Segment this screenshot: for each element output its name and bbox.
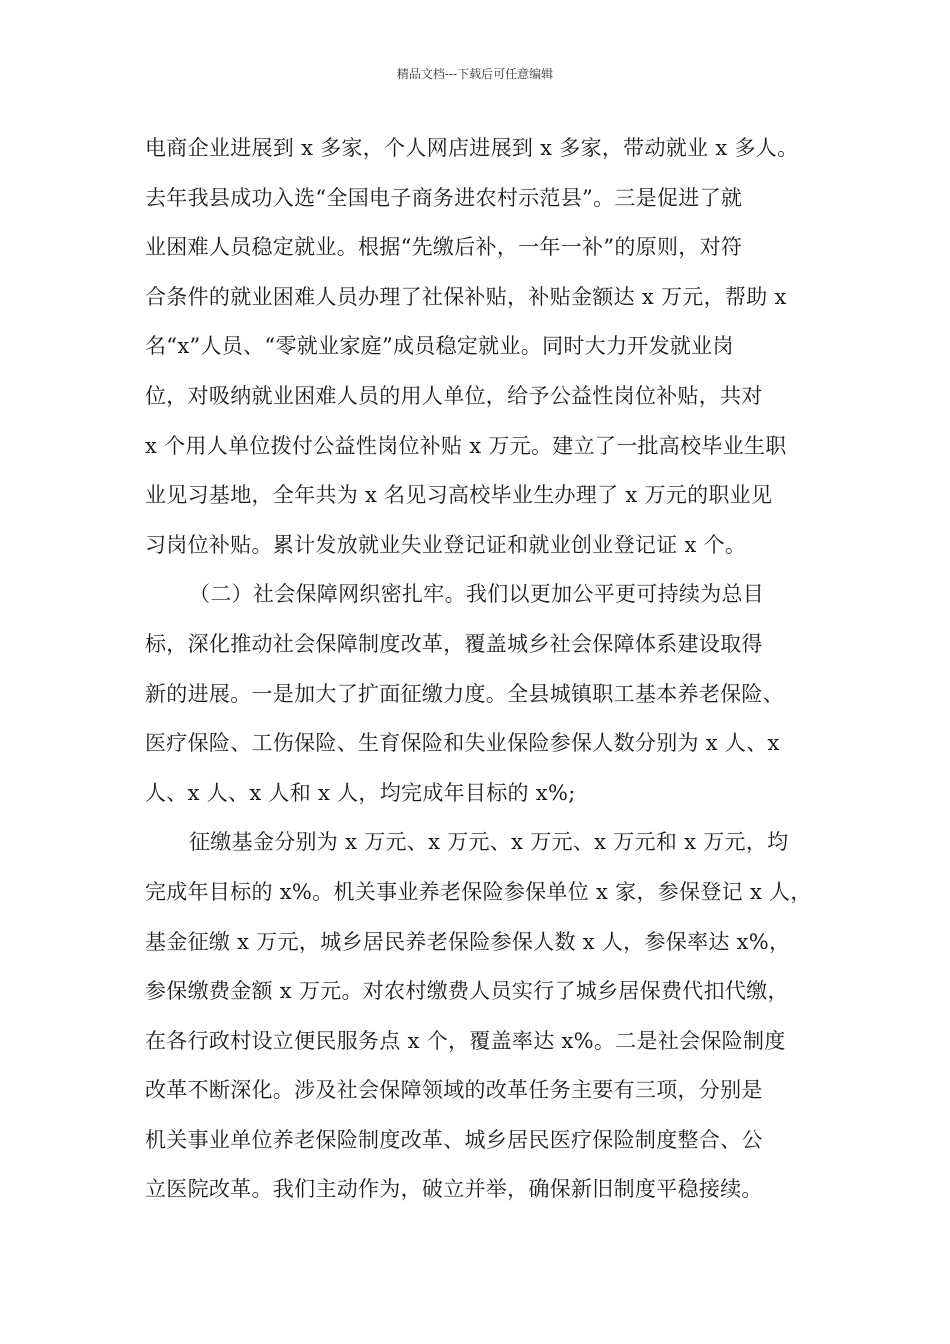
text-line: 去年我县成功入选“全国电子商务进农村示范县”。三是促进了就 (145, 185, 743, 210)
text-line: 医疗保险、工伤保险、生育保险和失业保险参保人数分别为 x 人、x (145, 731, 780, 756)
text-line: 人、x 人、x 人和 x 人，均完成年目标的 x%; (145, 780, 576, 805)
text-line: 习岗位补贴。累计发放就业失业登记证和就业创业登记证 x 个。 (145, 532, 747, 557)
text-line: 基金征缴 x 万元，城乡居民养老保险参保人数 x 人，参保率达 x%， (145, 929, 791, 954)
text-line: 参保缴费金额 x 万元。对农村缴费人员实行了城乡居保费代扣代缴， (145, 979, 789, 1004)
paragraph-2 (145, 574, 825, 822)
text-line: （二）社会保障网织密扎牢。我们以更加公平更可持续为总目 (189, 582, 765, 607)
text-line: x 个用人单位拨付公益性岗位补贴 x 万元。建立了一批高校毕业生职 (145, 433, 787, 458)
text-line: 机关事业单位养老保险制度改革、城乡居民医疗保险制度整合、公 (145, 1127, 763, 1152)
text-line: 征缴基金分别为 x 万元、x 万元、x 万元、x 万元和 x 万元，均 (189, 830, 789, 855)
text-line: 新的进展。一是加大了扩面征缴力度。全县城镇职工基本养老保险、 (145, 681, 784, 706)
text-line: 在各行政村设立便民服务点 x 个，覆盖率达 x%。二是社会保险制度 (145, 1028, 786, 1053)
text-line: 电商企业进展到 x 多家，个人网店进展到 x 多家，带动就业 x 多人。 (145, 136, 799, 160)
text-line: 业困难人员稳定就业。根据“先缴后补，一年一补”的原则，对符 (145, 235, 743, 260)
text-line: 改革不断深化。涉及社会保障领域的改革任务主要有三项，分别是 (145, 1078, 763, 1103)
text-line: 名“x”人员、“零就业家庭”成员稳定就业。同时大力开发就业岗 (145, 334, 734, 359)
document-body (145, 128, 825, 1219)
paragraph-3 (145, 822, 825, 1219)
text-line: 合条件的就业困难人员办理了社保补贴，补贴金额达 x 万元，帮助 x (145, 284, 787, 309)
text-line: 立医院改革。我们主动作为，破立并举，确保新旧制度平稳接续。 (145, 1177, 763, 1202)
paragraph-1 (145, 128, 825, 574)
text-line: 标，深化推动社会保障制度改革，覆盖城乡社会保障体系建设取得 (145, 631, 763, 656)
text-line: 位，对吸纳就业困难人员的用人单位，给予公益性岗位补贴，共对 (145, 383, 763, 408)
page-header: 精品文档---下载后可任意编辑 (396, 67, 554, 81)
text-line: 完成年目标的 x%。机关事业养老保险参保单位 x 家，参保登记 x 人， (145, 879, 812, 904)
text-line: 业见习基地，全年共为 x 名见习高校毕业生办理了 x 万元的职业见 (145, 483, 773, 508)
